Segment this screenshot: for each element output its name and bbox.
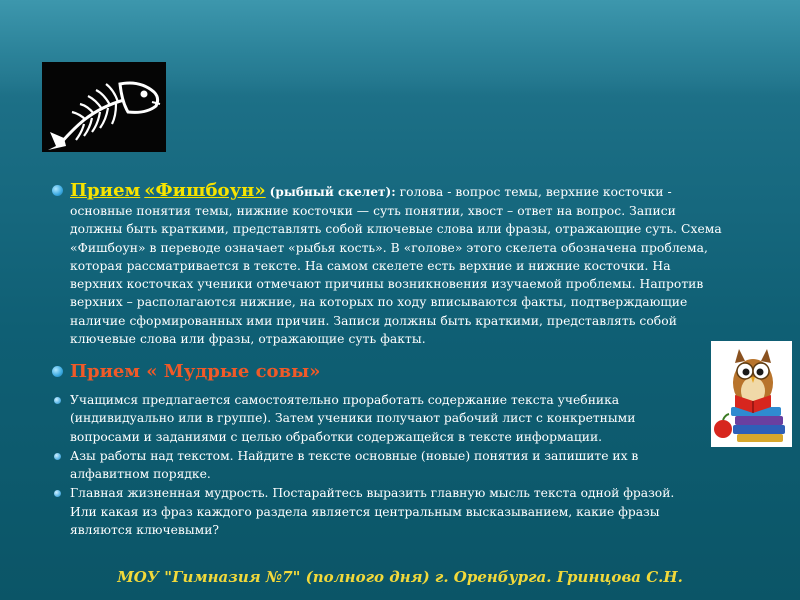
list-item bbox=[52, 484, 702, 539]
owl-books-icon bbox=[711, 341, 792, 447]
fishbone-description: голова - вопрос темы, верхние косточки - основные понятия темы, нижние косточки — суть понятии, хвост – ответ на вопрос. Записи должны быть краткими, представлять собой ключевые слова или фразы, отражающие суть. Схема «Фишбоун» в переводе означает «рыбья кость». В «голове» этого скелета обозначена проблема, которая рассматривается в тексте. На самом скелете есть верхние и нижние косточки. На верхних косточках ученики отмечают причины возникновения изучаемой проблемы. Напротив верхних – располагаются нижние, на которых по ходу вписываются факты, подтверждающие наличие сформированных ими причин. Записи должны быть краткими, представлять собой ключевые слова или фразы, отражающие суть факты. bbox=[70, 185, 722, 347]
fish-skeleton-icon bbox=[42, 62, 166, 152]
list-item-text: Учащимся предлагается самостоятельно проработать содержание текста учебника (индивидуально или в группе). Затем ученики получают рабочий лист с конкретными вопросами и заданиями с целью обработки содержащейся в тексте информации. bbox=[70, 393, 636, 444]
wise-owls-section bbox=[52, 361, 702, 539]
fishbone-paragraph bbox=[70, 180, 727, 348]
fishbone-heading-name: «Фишбоун» bbox=[144, 180, 266, 201]
wise-owls-heading-row bbox=[52, 361, 702, 383]
bullet-icon bbox=[54, 453, 61, 460]
fishbone-heading-subtitle: (рыбный скелет): bbox=[269, 185, 396, 199]
list-item-text: Азы работы над текстом. Найдите в тексте основные (новые) понятия и запишите их в алфавитном порядке. bbox=[70, 448, 639, 482]
bullet-icon bbox=[54, 397, 61, 404]
footer-credit: МОУ "Гимназия №7" (полного дня) г. Оренбурга. Гринцова С.Н. bbox=[117, 568, 683, 586]
bullet-icon bbox=[52, 185, 63, 196]
bullet-icon bbox=[52, 366, 63, 377]
bullet-icon bbox=[54, 490, 61, 497]
fishbone-heading-word: Прием bbox=[70, 180, 141, 201]
list-item bbox=[52, 447, 702, 484]
list-item bbox=[52, 391, 702, 446]
list-item-text: Главная жизненная мудрость. Постарайтесь выразить главную мысль текста одной фразой. Или какая из фраз каждого раздела является центральным высказыванием, какие фразы являются ключевыми? bbox=[70, 486, 675, 538]
wise-owls-list bbox=[52, 391, 702, 539]
fishbone-bullet-item bbox=[52, 180, 727, 348]
wise-owls-heading: Прием « Мудрые совы» bbox=[70, 361, 321, 382]
fishbone-section bbox=[52, 180, 727, 348]
